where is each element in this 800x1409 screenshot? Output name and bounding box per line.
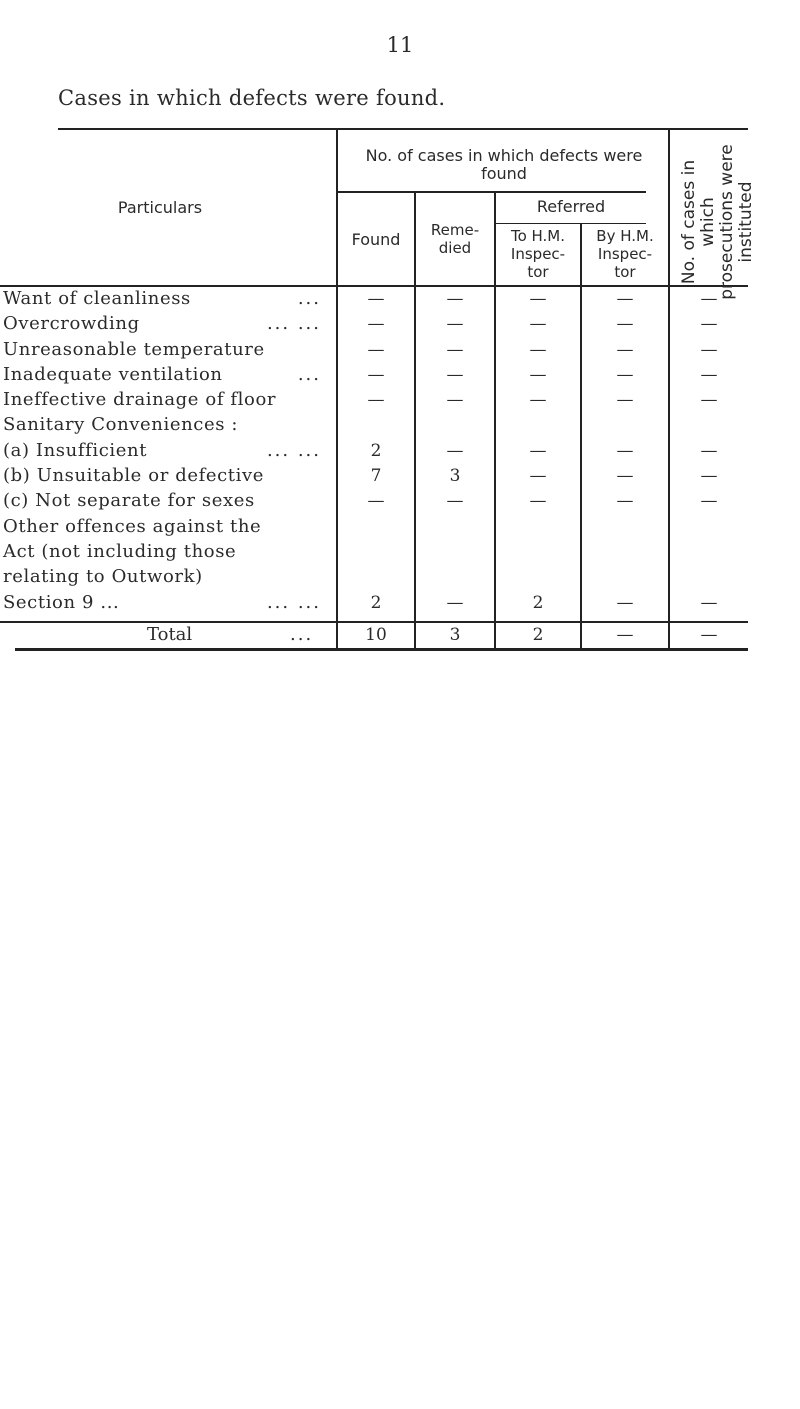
total-by-hm: — [616, 625, 634, 645]
page-number: 11 [386, 33, 414, 57]
cell-to-hm: — [529, 340, 547, 360]
row-leader-dots: ... [297, 288, 321, 309]
cell-remedied: — [446, 289, 464, 309]
header-bottom-rule [0, 285, 748, 287]
cell-to-hm: — [529, 314, 547, 334]
row-particulars [3, 566, 323, 588]
cell-prosecutions: — [700, 491, 718, 511]
header-to-hm-inspector: To H.M. Inspec- tor [510, 227, 566, 281]
row-label-text: (c) Not separate for sexes [3, 490, 255, 511]
cell-remedied: — [446, 390, 464, 410]
total-dots: ... [290, 624, 314, 645]
referred-rule [495, 223, 646, 224]
cell-prosecutions: — [700, 314, 718, 334]
row-particulars [3, 541, 323, 563]
cell-to-hm: — [529, 365, 547, 385]
table-bottom-rule [15, 648, 748, 651]
header-particulars: Particulars [117, 198, 203, 217]
cell-remedied: — [446, 365, 464, 385]
cell-remedied: — [446, 441, 464, 461]
header-found: Found [351, 230, 401, 249]
row-leader-dots: ... ... [266, 313, 321, 334]
cell-by-hm: — [616, 340, 634, 360]
col-divider-5 [668, 128, 670, 648]
cell-found: — [367, 390, 385, 410]
row-leader-dots: ... [297, 364, 321, 385]
total-prosecutions: — [700, 625, 718, 645]
table-top-rule [58, 128, 748, 130]
col-divider-1 [336, 128, 338, 648]
cell-to-hm: — [529, 466, 547, 486]
row-label-text: (b) Unsuitable or defective [3, 465, 265, 486]
header-by-hm-inspector: By H.M. Inspec- tor [596, 227, 654, 281]
row-particulars [3, 490, 323, 512]
cell-found: — [367, 491, 385, 511]
row-particulars [3, 592, 323, 614]
cell-remedied: — [446, 593, 464, 613]
header-subgroup-rule [336, 191, 646, 193]
header-cases-group: No. of cases in which defects were found [365, 146, 643, 183]
row-particulars [3, 465, 323, 487]
page-caption: Cases in which defects were found. [58, 86, 446, 110]
col-divider-2 [414, 191, 416, 648]
cell-remedied: — [446, 340, 464, 360]
row-particulars [3, 516, 323, 538]
cell-to-hm: — [529, 491, 547, 511]
row-label-text: Sanitary Conveniences : [3, 414, 239, 435]
cell-to-hm: 2 [532, 593, 544, 613]
row-particulars [3, 364, 323, 386]
cell-remedied: — [446, 314, 464, 334]
total-to-hm: 2 [532, 625, 544, 645]
total-remedied: 3 [449, 625, 461, 645]
row-label-text: Overcrowding [3, 313, 140, 334]
row-particulars [3, 440, 323, 462]
cell-prosecutions: — [700, 593, 718, 613]
cell-found: 7 [370, 466, 382, 486]
cell-prosecutions: — [700, 390, 718, 410]
cell-found: — [367, 289, 385, 309]
cell-prosecutions: — [700, 340, 718, 360]
header-referred: Referred [536, 197, 606, 216]
cell-by-hm: — [616, 491, 634, 511]
row-label-text: Other offences against the [3, 516, 262, 537]
cell-prosecutions: — [700, 289, 718, 309]
row-particulars [3, 389, 323, 411]
row-label-text: Inadequate ventilation [3, 364, 223, 385]
row-particulars [3, 313, 323, 335]
cell-found: — [367, 365, 385, 385]
total-found: 10 [365, 625, 387, 645]
cell-by-hm: — [616, 289, 634, 309]
row-label-text: Unreasonable temperature [3, 339, 265, 360]
cell-to-hm: — [529, 441, 547, 461]
cell-found: — [367, 340, 385, 360]
row-particulars [3, 339, 323, 361]
header-remedied: Reme- died [430, 221, 480, 257]
row-particulars [3, 414, 323, 436]
col-divider-4 [580, 223, 582, 648]
row-particulars [3, 288, 323, 310]
cell-remedied: — [446, 491, 464, 511]
cell-found: — [367, 314, 385, 334]
row-label-text: relating to Outwork) [3, 566, 203, 587]
cell-by-hm: — [616, 314, 634, 334]
cell-by-hm: — [616, 466, 634, 486]
cell-found: 2 [370, 593, 382, 613]
row-leader-dots: ... ... [266, 440, 321, 461]
total-label: Total [147, 624, 193, 645]
cell-prosecutions: — [700, 441, 718, 461]
row-label-text: Want of cleanliness [3, 288, 191, 309]
cell-to-hm: — [529, 390, 547, 410]
cell-prosecutions: — [700, 466, 718, 486]
cell-by-hm: — [616, 365, 634, 385]
cell-by-hm: — [616, 593, 634, 613]
row-label-text: Section 9 ... [3, 592, 120, 613]
total-top-rule [0, 621, 748, 623]
row-label-text: Ineffective drainage of floor [3, 389, 277, 410]
cell-by-hm: — [616, 390, 634, 410]
row-label-text: Act (not including those [3, 541, 237, 562]
cell-to-hm: — [529, 289, 547, 309]
row-leader-dots: ... ... [266, 592, 321, 613]
cell-by-hm: — [616, 441, 634, 461]
cell-found: 2 [370, 441, 382, 461]
cell-remedied: 3 [449, 466, 461, 486]
row-label-text: (a) Insufficient [3, 440, 148, 461]
cell-prosecutions: — [700, 365, 718, 385]
header-prosecutions: No. of cases in which prosecutions were instituted [679, 144, 756, 300]
